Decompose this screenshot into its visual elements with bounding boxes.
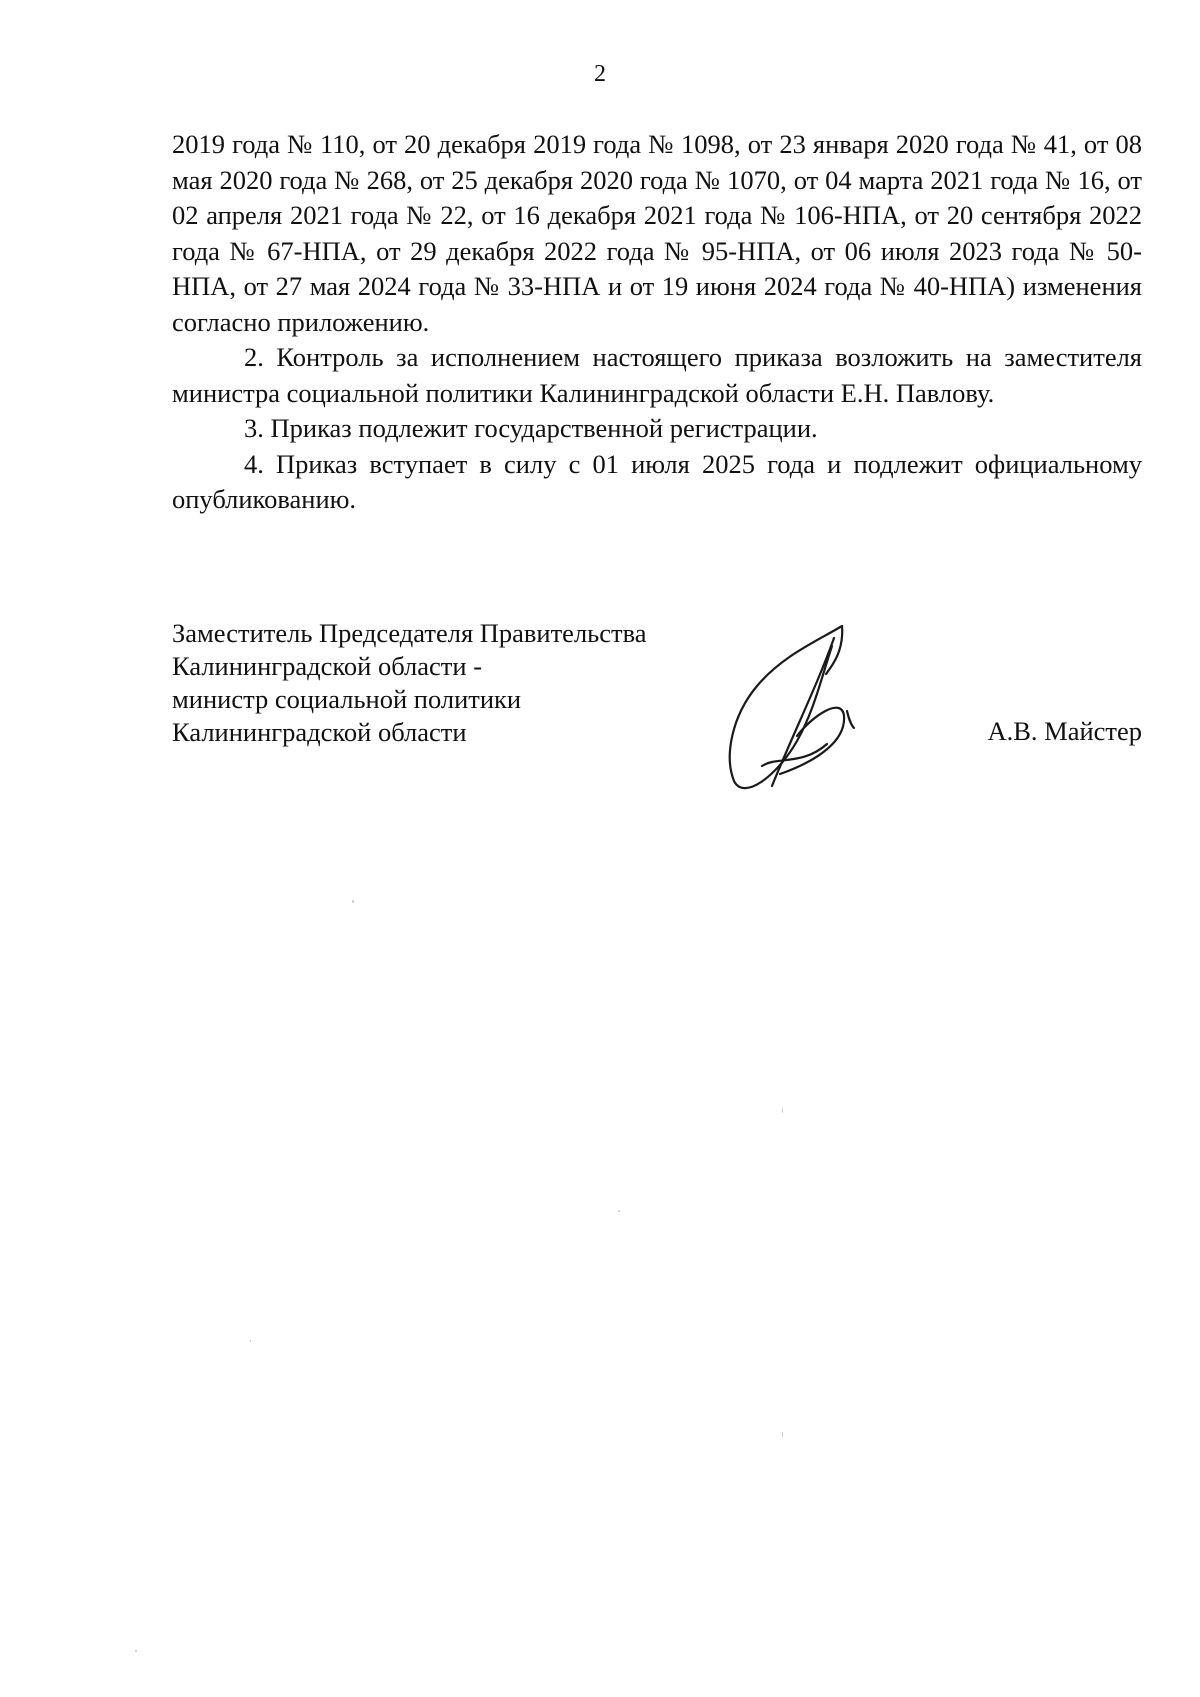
page-number: 2 xyxy=(594,61,606,87)
signatory-position xyxy=(172,617,692,749)
scan-speck xyxy=(782,1432,783,1437)
paragraph-continuation: 2019 года № 110, от 20 декабря 2019 года № 1098, от 23 января 2020 года № 41, от 08 мая 2020 года № 268, от 25 декабря 2020 года № 1070, от 04 марта 2021 года № 16, от 02 апреля 2021 года № 22, от 16 декабря 2021 года № 106-НПА, от 20 сентября 2022 года № 67-НПА, от 29 декабря 2022 года № 95-НПА, от 06 июля 2023 года № 50-НПА, от 27 мая 2024 года № 33-НПА и от 19 июня 2024 года № 40-НПА) изменения согласно приложению. xyxy=(172,129,1142,337)
document-body xyxy=(172,127,1142,518)
scan-speck xyxy=(782,1108,783,1113)
position-line-1: Заместитель Председателя Правительства xyxy=(172,618,647,648)
scan-speck xyxy=(618,1210,620,1212)
scan-speck xyxy=(250,1340,251,1342)
position-line-4: Калининградской области xyxy=(172,717,467,747)
paragraph-item-2: 2. Контроль за исполнением настоящего приказа возложить на заместителя министра социальной политики Калининградской области Е.Н. Павлову. xyxy=(172,342,1142,408)
scan-speck xyxy=(352,900,354,903)
position-line-2: Калининградской области - xyxy=(172,651,483,681)
handwritten-signature-icon xyxy=(722,616,902,796)
paragraph-item-3: 3. Приказ подлежит государственной регистрации. xyxy=(244,413,818,443)
scan-speck xyxy=(135,1650,137,1652)
signer-name: А.В. Майстер xyxy=(987,716,1142,746)
paragraph-item-4: 4. Приказ вступает в силу с 01 июля 2025 года и подлежит официальному опубликованию. xyxy=(172,448,1142,514)
position-line-3: министр социальной политики xyxy=(172,684,522,714)
